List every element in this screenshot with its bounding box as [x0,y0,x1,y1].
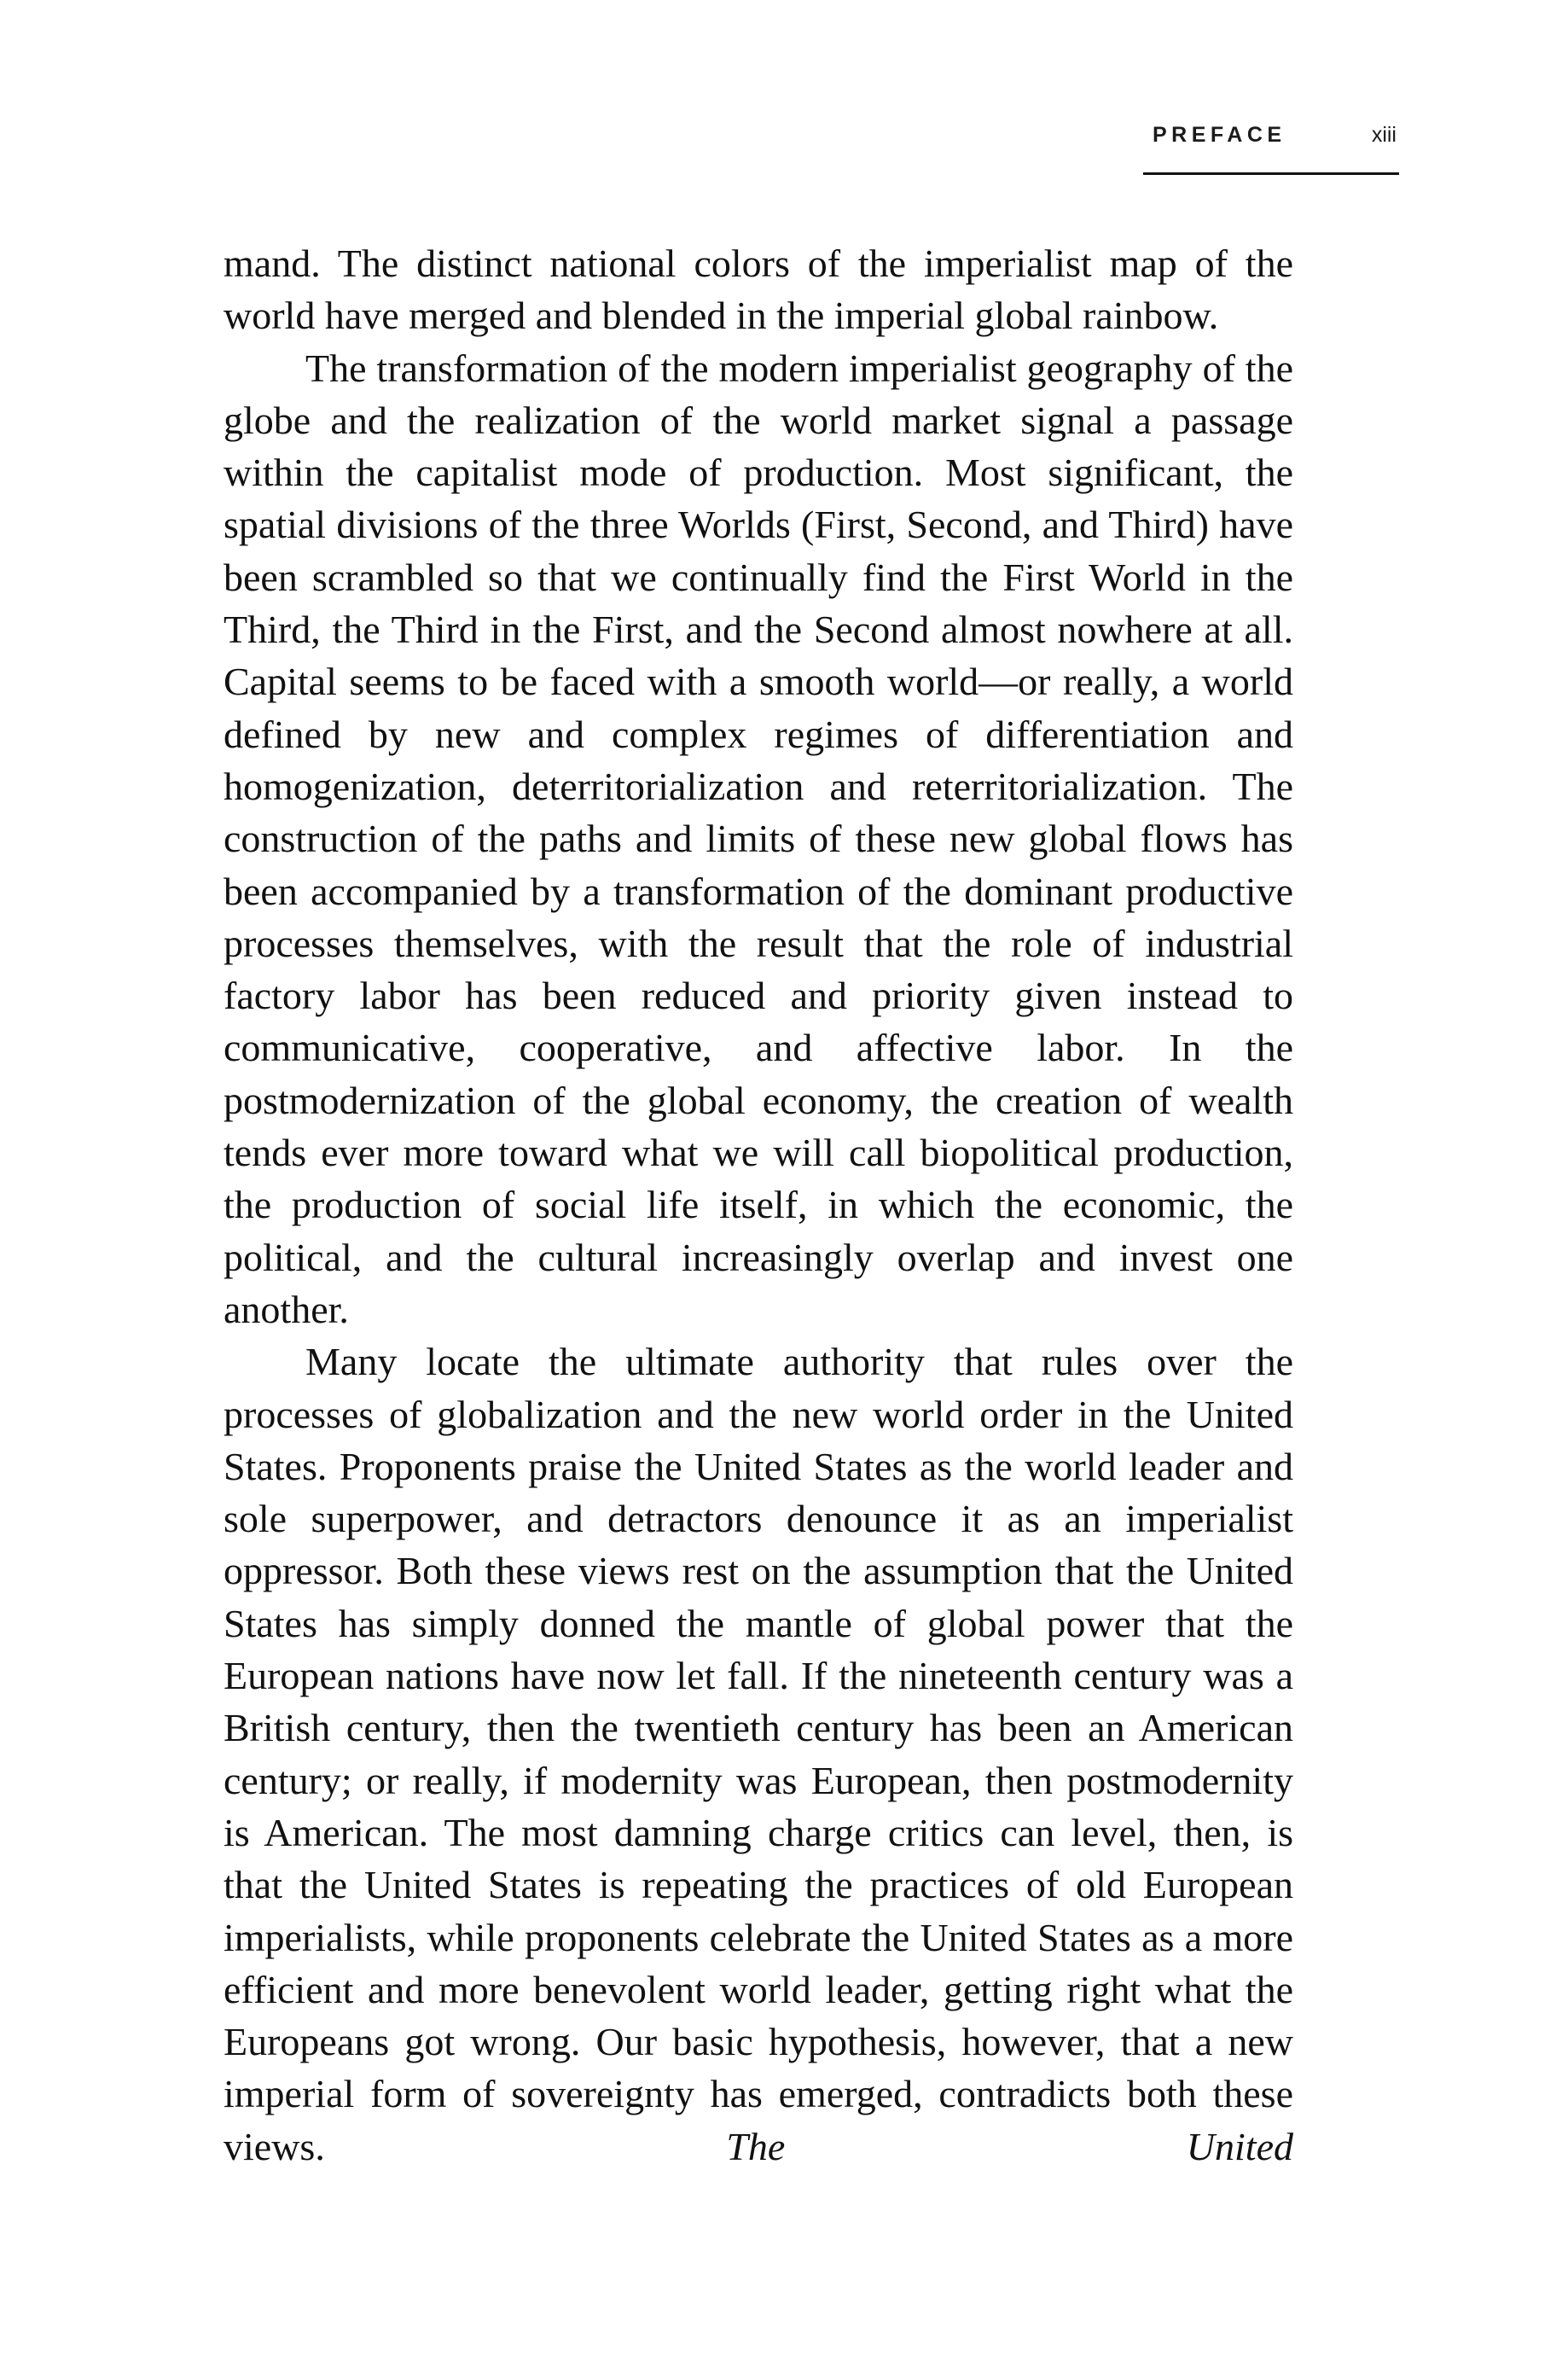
paragraph-authority [224,1335,1293,2173]
running-head [1143,122,1403,156]
italic-text: The United [726,2124,1293,2168]
paragraph-text: mand. The distinct national colors of the imperialist map of the world have merged and blended in the imperial global rainbow. [224,241,1293,338]
paragraph-transformation [224,342,1293,1336]
page-number: xiii [1371,123,1397,147]
paragraph-text: The transformation of the modern imperialist geography of the globe and the realization of the world market signal a passage within the capitalist mode of production. Most significant, the spatial divisions of the three Worlds (First, Second, and Third) have been scrambled so that we continually find the First World in the Third, the Third in the First, and the Second almost nowhere at all. Capital seems to be faced with a smooth world—or really, a world defined by new and complex regimes of differentiation and homogenization, deterritorialization and reterritorialization. The construction of the paths and limits of these new global flows has been accompanied by a transformation of the dominant productive processes themselves, with the result that the role of industrial factory labor has been reduced and priority given instead to communicative, cooperative, and affective labor. In the postmodernization of the global economy, the creation of wealth tends ever more toward what we will call biopolitical production, the production of social life itself, in which the economic, the political, and the cultural increasingly overlap and invest one another. [224,346,1293,1331]
paragraph-text: Many locate the ultimate authority that rules over the processes of globalization and the new world order in the United States. Proponents praise the United States as the world leader and sole superpower, and detractors denounce it as an imperialist oppressor. Both these views rest on the assumption that the United States has simply donned the mantle of global power that the European nations have now let fall. If the nineteenth century was a British century, then the twentieth century has been an American century; or really, if modernity was European, then postmodernity is American. The most damning charge critics can level, then, is that the United States is repeating the practices of old European imperialists, while proponents celebrate the United States as a more efficient and more benevolent world leader, getting right what the Europeans got wrong. Our basic hypothesis, however, that a new imperial form of sovereignty has emerged, contradicts both these views. [224,1340,1293,2168]
header-rule [1143,172,1399,175]
body-text [224,237,1293,2173]
paragraph-continued [224,237,1293,342]
running-title: PREFACE [1153,123,1286,147]
